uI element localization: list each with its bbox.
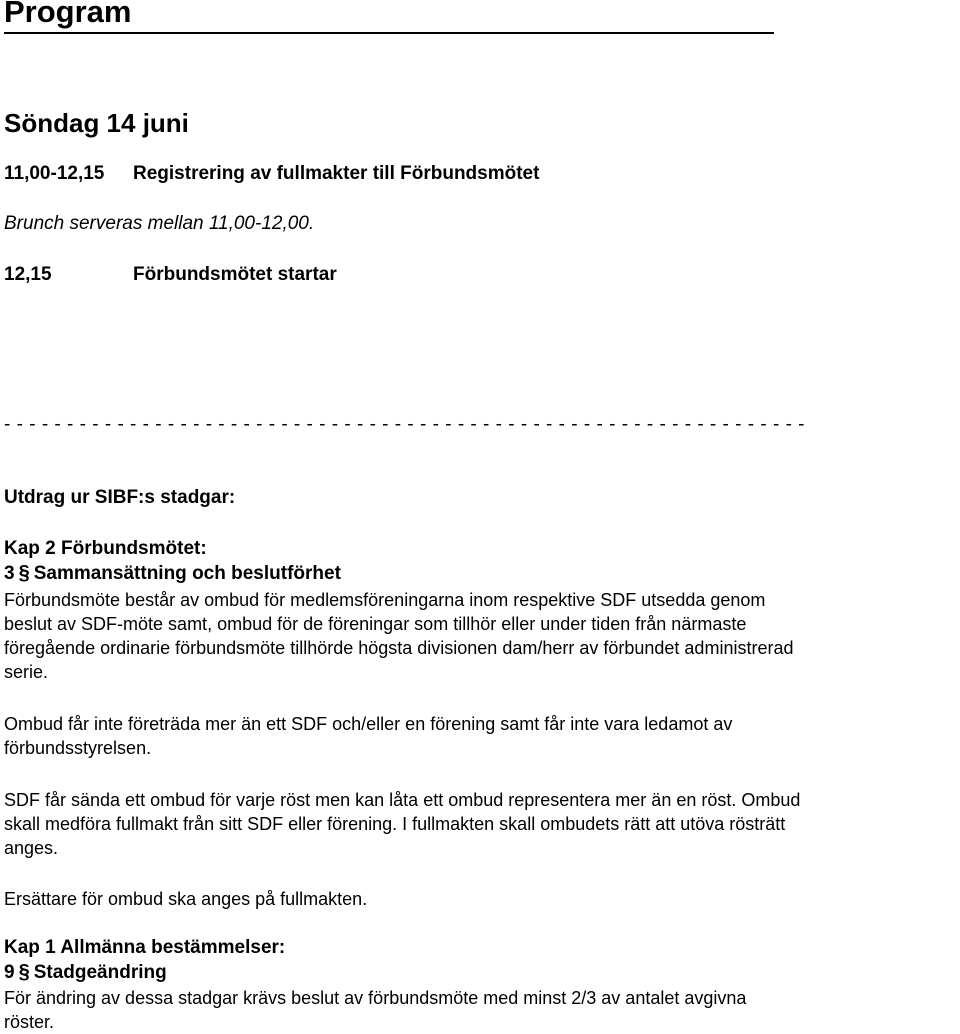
section-number: 3 [4, 563, 15, 584]
chapter1-paragraph [4, 986, 746, 1034]
paragraph-line: beslut av SDF-möte samt, ombud för de föreningar som tillhör eller under tiden från närmaste [4, 614, 747, 634]
schedule-row-start [4, 264, 337, 286]
paragraph-line: anges. [4, 838, 59, 858]
section-title: Sammansättning och beslutförhet [33, 563, 341, 584]
paragraph-line: SDF får sända ett ombud för varje röst men kan låta ett ombud representera mer än en röst. Ombud [4, 790, 801, 810]
section-symbol: § [18, 562, 30, 584]
chapter2-paragraph4: Ersättare för ombud ska anges på fullmakten. [4, 889, 368, 909]
chapter1-title: Kap 1 Allmänna bestämmelser: [4, 937, 286, 958]
chapter2-paragraph2 [4, 712, 732, 760]
schedule-text: Förbundsmötet startar [133, 264, 337, 285]
chapter2-paragraph1 [4, 588, 793, 684]
section-number: 9 [4, 962, 15, 983]
paragraph-line: serie. [4, 662, 49, 682]
schedule-text: Registrering av fullmakter till Förbundsmötet [133, 163, 540, 184]
paragraph-line: förbundsstyrelsen. [4, 738, 152, 758]
schedule-time: 11,00-12,15 [4, 163, 105, 184]
paragraph-line: Ombud får inte företräda mer än ett SDF och/eller en förening samt får inte vara ledamot av [4, 714, 733, 734]
chapter2-section-heading [4, 562, 341, 585]
paragraph-line: röster. [4, 1012, 55, 1032]
brunch-note: Brunch serveras mellan 11,00-12,00. [4, 213, 315, 234]
paragraph-line: föregående ordinarie förbundsmöte tillhörde högsta divisionen dam/herr av förbundet administrerad [4, 638, 794, 658]
schedule-row-registration [4, 163, 539, 185]
paragraph-line: skall medföra fullmakt från sitt SDF eller förening. I fullmakten skall ombudets rätt att utöva rösträtt [4, 814, 786, 834]
dashed-separator: - - - - - - - - - - - - - - - - - - - - - - - - - - - - - - - - - - - - - - - - - - - - - - - - - - - - - - - - - - - - - - - - [4, 414, 806, 435]
chapter2-paragraph3 [4, 788, 800, 860]
chapter1-section-heading [4, 961, 167, 984]
section-title: Stadgeändring [33, 962, 167, 983]
section-symbol: § [18, 961, 30, 983]
extract-heading: Utdrag ur SIBF:s stadgar: [4, 487, 236, 508]
paragraph-line: För ändring av dessa stadgar krävs beslut av förbundsmöte med minst 2/3 av antalet avgivna [4, 988, 747, 1008]
title-underline [4, 32, 774, 34]
chapter2-title: Kap 2 Förbundsmötet: [4, 538, 207, 559]
schedule-time: 12,15 [4, 264, 52, 285]
day-heading: Söndag 14 juni [4, 108, 189, 138]
program-title: Program [4, 0, 132, 29]
paragraph-line: Förbundsmöte består av ombud för medlemsföreningarna inom respektive SDF utsedda genom [4, 590, 766, 610]
